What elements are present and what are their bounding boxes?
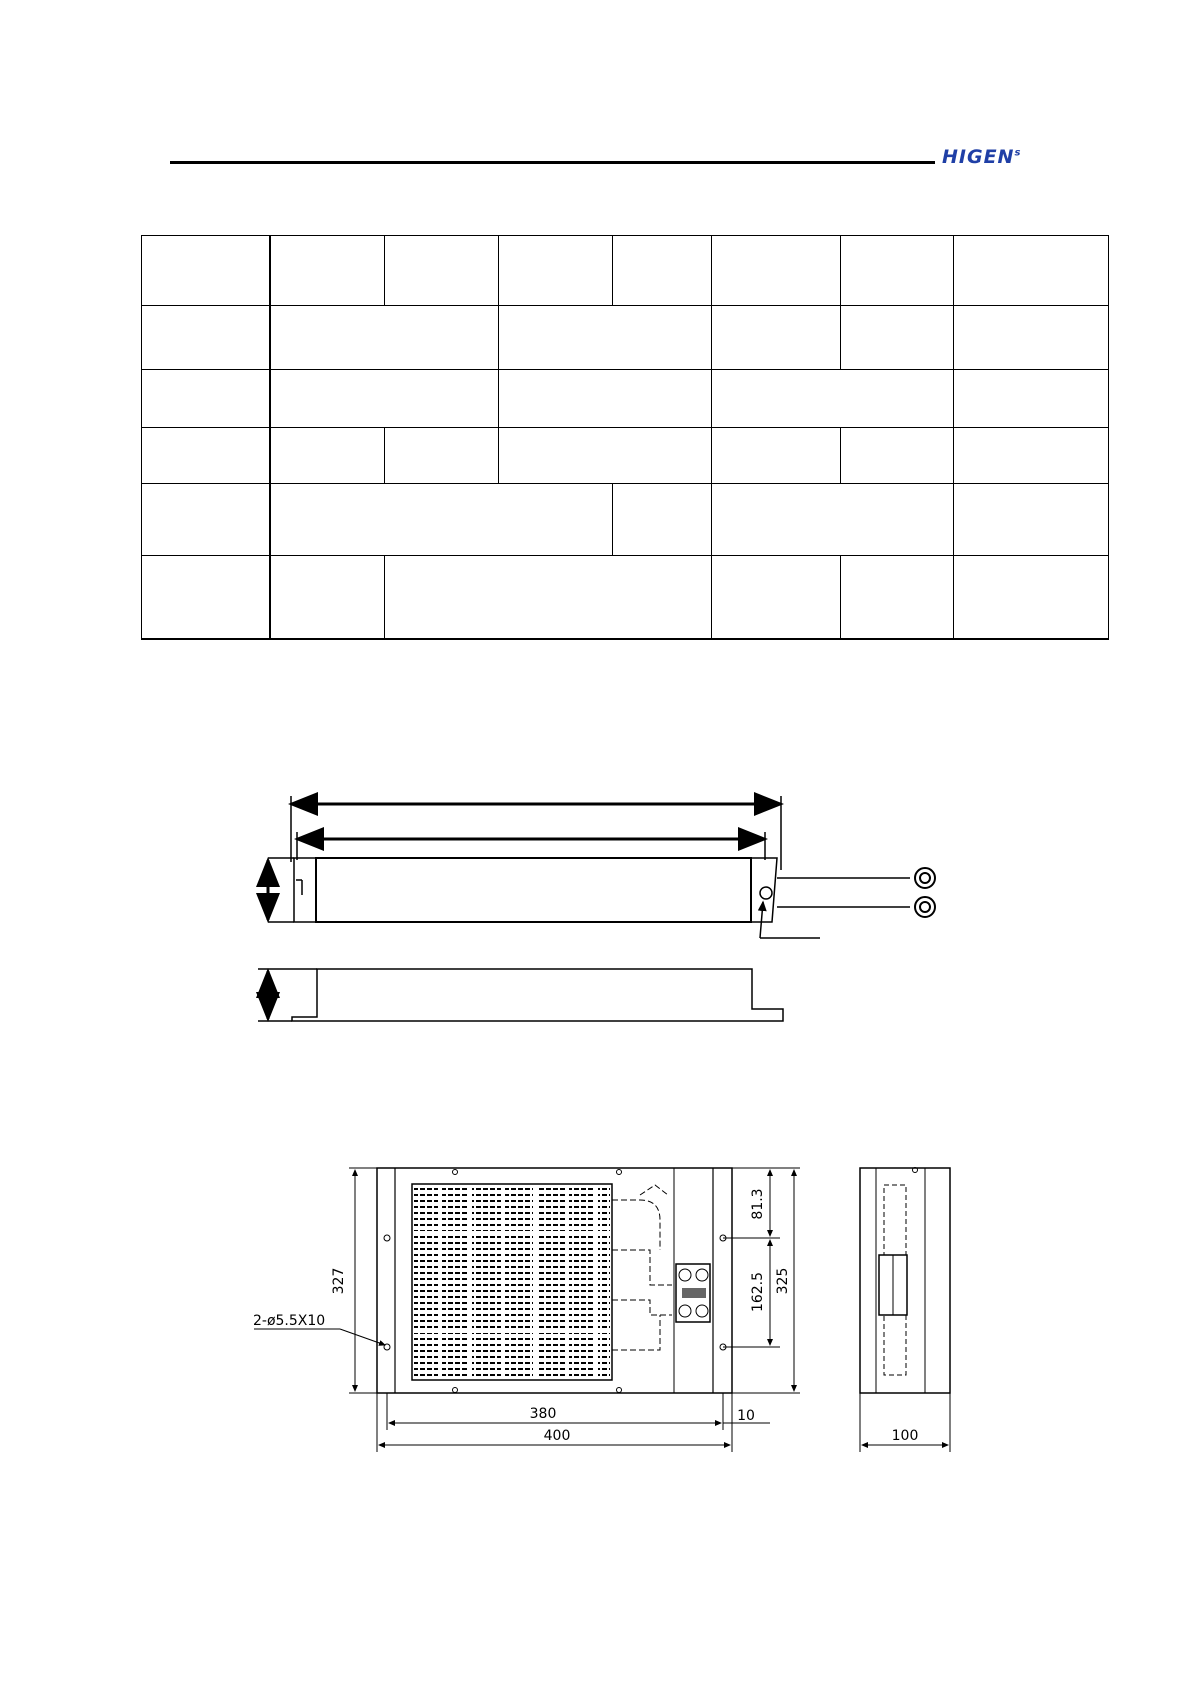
dim-edge-offset: 10 [737,1408,755,1424]
dim-hole-pitch: 162.5 [750,1271,766,1313]
resistor-box-drawing [253,1168,950,1453]
terminal-ring [915,897,935,917]
terminal-ring [915,868,935,888]
dim-width-mount: 380 [529,1406,557,1422]
dim-width-outer: 400 [543,1428,571,1444]
tube-body [316,858,751,922]
dim-height-right: 325 [775,1267,791,1295]
logo-mark: s [1014,147,1022,159]
dim-depth: 100 [891,1428,919,1444]
mounting-bracket [292,969,783,1021]
tube-resistor-drawing [258,796,935,1021]
logo-text: HIGEN [942,146,1015,168]
dim-top-offset: 81.3 [750,1188,766,1220]
dim-height-left: 327 [331,1267,347,1295]
dim-hole-spec: 2-ø5.5X10 [253,1313,326,1329]
